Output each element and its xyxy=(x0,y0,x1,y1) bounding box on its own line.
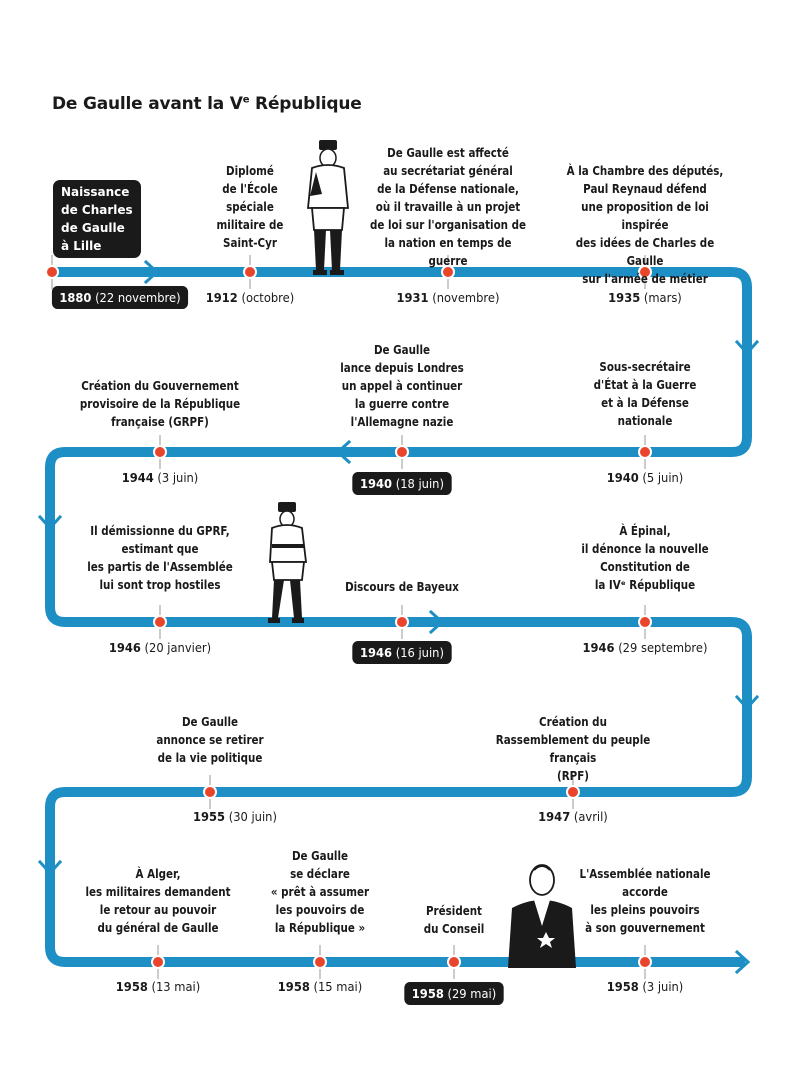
event-text: Diplomé de l'École spéciale militaire de Saint-Cyr xyxy=(216,164,284,250)
event-date: 1935 (mars) xyxy=(608,290,682,305)
event-date: 1931 (novembre) xyxy=(396,290,500,305)
event-date: 1940 (5 juin) xyxy=(606,470,684,485)
event-text: De Gaulle est affecté au secrétariat général de la Défense nationale, où il travaille à un projet de loi sur l'organisation de la nation en temps de guerre xyxy=(369,146,527,268)
event-date: 1958 (3 juin) xyxy=(606,979,684,994)
event-text: Sous-secrétaire d'État à la Guerre et à la Défense nationale xyxy=(593,360,697,428)
event-date: 1946 (20 janvier) xyxy=(108,640,212,655)
timeline-dot xyxy=(396,616,408,628)
event-text: Président du Conseil xyxy=(423,904,485,936)
event-text: Création du Gouvernement provisoire de la République française (GRPF) xyxy=(79,379,241,429)
de-gaulle-walking-illustration xyxy=(262,500,314,628)
event-date: 1958 (15 mai) xyxy=(277,979,363,994)
event-date: 1955 (30 juin) xyxy=(193,809,277,824)
event-date: 1958 (29 mai) xyxy=(362,986,546,1001)
timeline-dot xyxy=(152,956,164,968)
event-text: De Gaulle lance depuis Londres un appel à continuer la guerre contre l'Allemagne nazie xyxy=(340,343,464,429)
event-text: De Gaulle annonce se retirer de la vie politique xyxy=(156,715,264,765)
event-date: 1946 (29 septembre) xyxy=(582,640,708,655)
event-text: De Gaulle se déclare « prêt à assumer les pouvoirs de la République » xyxy=(270,849,370,935)
timeline-dot xyxy=(46,266,58,278)
event-text: Création du Rassemblement du peuple français (RPF) xyxy=(495,715,651,783)
timeline-dot xyxy=(639,956,651,968)
timeline-dot xyxy=(154,616,166,628)
page-title: De Gaulle avant la Ve République xyxy=(52,94,362,114)
timeline-dot xyxy=(314,956,326,968)
timeline-dot xyxy=(204,786,216,798)
timeline-dot xyxy=(154,446,166,458)
timeline-dot xyxy=(396,446,408,458)
event-date: 1940 (18 juin) xyxy=(310,476,494,491)
timeline-dot xyxy=(244,266,256,278)
timeline-dot xyxy=(639,616,651,628)
timeline-dot xyxy=(567,786,579,798)
event-date: 1946 (16 juin) xyxy=(310,645,494,660)
event-text: Discours de Bayeux xyxy=(345,580,459,594)
event-text-box: Naissance de Charles de Gaulle à Lille xyxy=(53,180,141,258)
event-date: 1958 (13 mai) xyxy=(115,979,201,994)
event-date: 1912 (octobre) xyxy=(205,290,295,305)
event-text: À Épinal, il dénonce la nouvelle Constitution de la IVᵉ République xyxy=(581,524,709,592)
event-text: À Alger, les militaires demandent le retour au pouvoir du général de Gaulle xyxy=(85,867,231,935)
event-date: 1947 (avril) xyxy=(538,809,608,824)
event-text: Il démissionne du GPRF, estimant que les partis de l'Assemblée lui sont trop hostiles xyxy=(87,524,233,592)
event-date: 1944 (3 juin) xyxy=(121,470,199,485)
event-text: L'Assemblée nationale accorde les pleins pouvoirs à son gouvernement xyxy=(579,867,711,935)
event-text: À la Chambre des députés, Paul Reynaud défend une proposition de loi inspirée des idées de Charles de Gaulle sur l'armée de métier xyxy=(566,164,724,286)
timeline-dot xyxy=(639,446,651,458)
timeline-dot xyxy=(448,956,460,968)
event-date: 1880 (22 novembre) xyxy=(28,290,212,305)
